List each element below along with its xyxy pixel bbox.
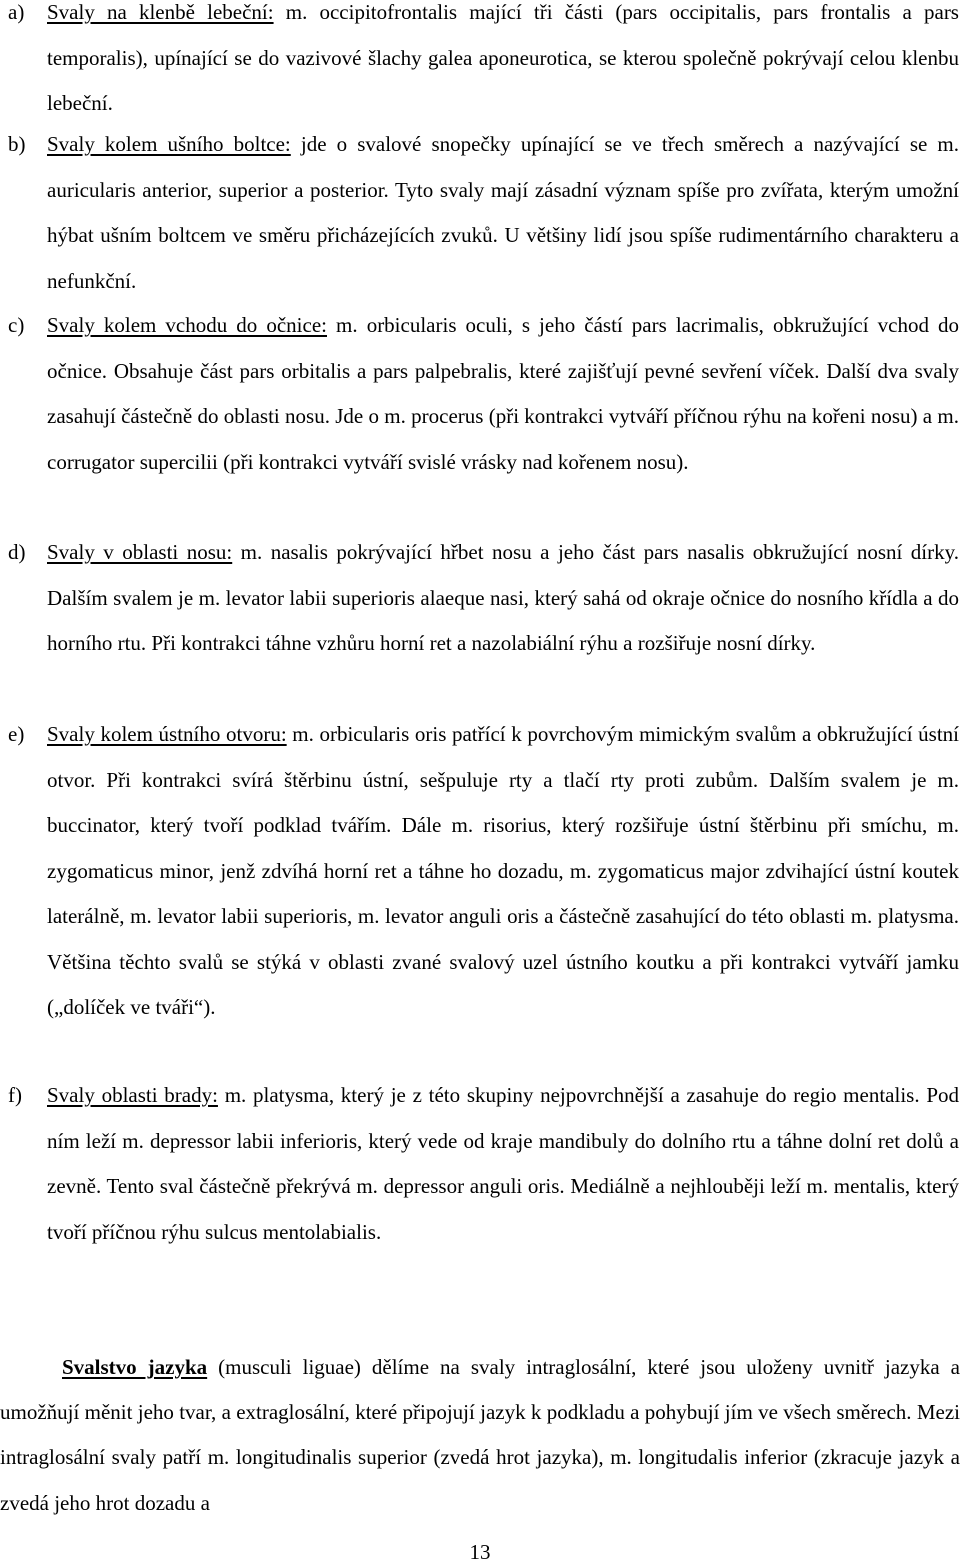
list-marker: d) (8, 540, 26, 564)
list-marker: e) (8, 722, 25, 746)
list-item-body: m. orbicularis oculi, s jeho částí pars lacrimalis, obkružující vchod do očnice. Obsahuje část pars orbitalis a pars palpebralis, které zajišťují pevné sevření víček. Další dva svaly zasahují částečně do oblasti nosu. Jde o m. procerus (při kontrakci vytváří příčnou rýhu na kořeni nosu) a m. corrugator supercilii (při kontrakci vytváří svislé vrásky nad kořenem nosu). (47, 313, 960, 474)
list-item-text (47, 712, 959, 1031)
list-item-text (47, 530, 959, 667)
paragraph-heading: Svalstvo jazyka (62, 1355, 208, 1379)
list-item-heading: Svaly kolem ústního otvoru: (47, 722, 287, 746)
list-item-text (47, 0, 959, 127)
list-item-heading: Svaly v oblasti nosu: (47, 540, 233, 564)
list-item-body: m. orbicularis oris patřící k povrchovým mimickým svalům a obkružující ústní otvor. Při kontrakci svírá štěrbinu ústní, sešpuluje rty a tlačí rty proti zubům. Dalším svalem je m. buccinator, který tvoří podklad tvářím. Dále m. risorius, který rozšiřuje ústní štěrbinu při smíchu, m. zygomaticus minor, jenž zdvíhá horní ret a táhne ho dozadu, m. zygomaticus major zdvihající ústní koutek laterálně, m. levator labii superioris, m. levator anguli oris a částečně zasahující do této oblasti m. platysma. Většina těchto svalů se stýká v oblasti zvané svalový uzel ústního koutku a při kontrakci vytváří jamku („dolíček ve tváři“). (47, 722, 959, 1019)
list-item-body: m. nasalis pokrývající hřbet nosu a jeho část pars nasalis obkružující nosní dírky. Dalším svalem je m. levator labii superioris alaeque nasi, který sahá od okraje očnice do nosního křídla a do horního rtu. Při kontrakci táhne vzhůru horní ret a nazolabiální rýhu a rozšiřuje nosní dírky. (47, 540, 959, 655)
list-item-text (47, 1073, 959, 1255)
paragraph-body: (musculi liguae) dělíme na svaly intraglosální, které jsou uloženy uvnitř jazyka a umožňují měnit jeho tvar, a extraglosální, které připojují jazyk k podkladu a pohybují jím ve všech směrech. Mezi intraglosální svaly patří m. longitudinalis superior (zvedá hrot jazyka), m. longitudalis inferior (zkracuje jazyk a zvedá jeho hrot dozadu a (0, 1355, 960, 1515)
list-item-text (47, 122, 959, 304)
list-item-body: m. platysma, který je z této skupiny nejpovrchnější a zasahuje do regio mentalis. Pod ním leží m. depressor labii inferioris, který vede od kraje mandibuly do dolního rtu a táhne dolní ret dolů a zevně. Tento sval částečně překrývá m. depressor anguli oris. Mediálně a nejhlouběji leží m. mentalis, který tvoří příčnou rýhu sulcus mentolabialis. (47, 1083, 959, 1244)
list-marker: c) (8, 313, 25, 337)
list-item-text (47, 303, 959, 485)
page-number: 13 (469, 1540, 491, 1564)
list-marker: f) (8, 1083, 22, 1107)
tongue-muscles-paragraph (0, 1345, 960, 1526)
list-marker: a) (8, 0, 25, 24)
list-item-body: jde o svalové snopečky upínající se ve třech směrech a nazývající se m. auricularis anterior, superior a posterior. Tyto svaly mají zásadní význam spíše pro zvířata, kterým umožní hýbat ušním boltcem ve směru přicházejících zvuků. U většiny lidí jsou spíše rudimentárního charakteru a nefunkční. (47, 132, 959, 293)
list-item-heading: Svaly kolem ušního boltce: (47, 132, 291, 156)
list-item-heading: Svaly oblasti brady: (47, 1083, 218, 1107)
list-item-heading: Svaly na klenbě lebeční: (47, 0, 274, 24)
list-item-body: m. occipitofrontalis mající tři části (pars occipitalis, pars frontalis a pars temporalis), upínající se do vazivové šlachy galea aponeurotica, se kterou společně pokrývají celou klenbu lebeční. (47, 0, 959, 115)
list-marker: b) (8, 132, 26, 156)
list-item-heading: Svaly kolem vchodu do očnice: (47, 313, 327, 337)
